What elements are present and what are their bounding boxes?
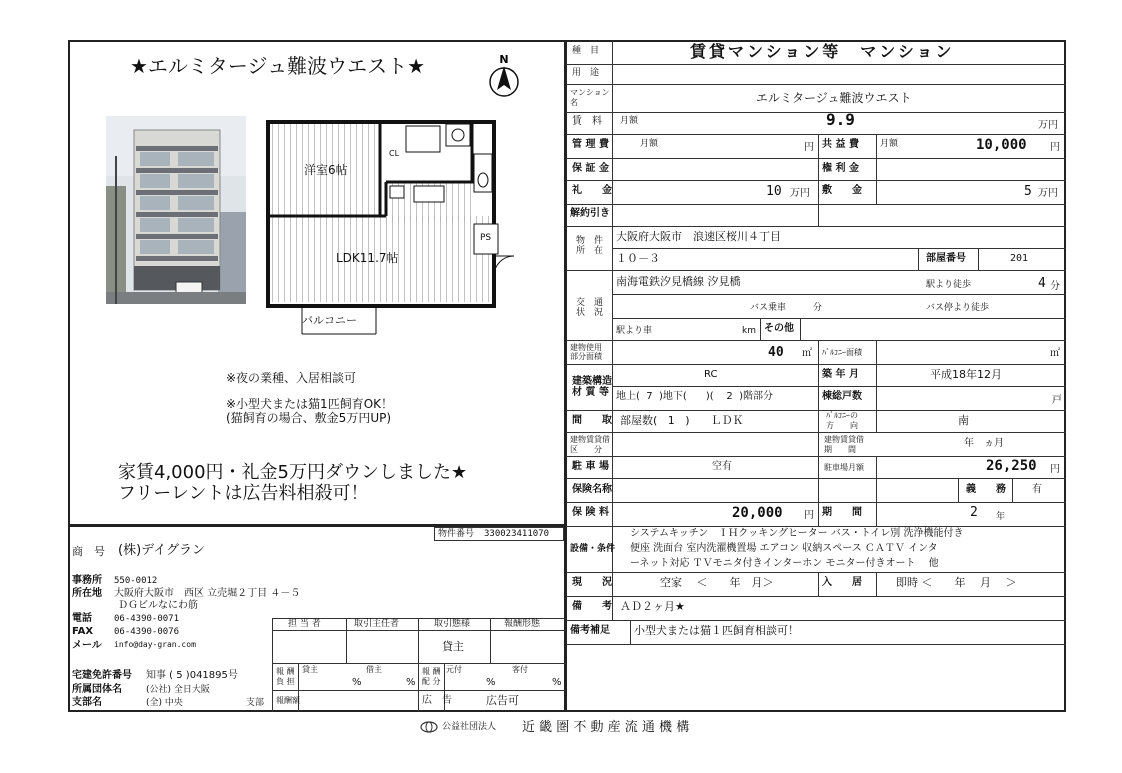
reikin-amount: 10 (766, 184, 782, 199)
rent-unit: 万円 (1038, 120, 1058, 131)
location-address: 大阪府大阪市 浪速区桜川４丁目 (616, 230, 781, 243)
cancellation-label: 解約引き (570, 208, 610, 219)
ad-label: 広 告 (422, 695, 452, 706)
walk-minutes-unit: 分 (1050, 281, 1060, 292)
ad-value: 広告可 (486, 694, 519, 707)
parking-availability: 空有 (712, 461, 732, 472)
fee-burden-percent-2: % (406, 677, 416, 688)
equipment-line-2: 便座 洗面台 室内洗濯機置場 エアコン 収納スペース ＣＡＴＶ インタ (630, 543, 938, 554)
shikikin-label: 敷 金 (822, 185, 862, 196)
tel-number: 06-4390-0071 (114, 614, 180, 624)
key-money-label: 権 利 金 (822, 163, 859, 174)
car-km-unit: km (742, 326, 756, 336)
move-in: 即時 ＜ 年 月 ＞ (896, 576, 1017, 589)
postal-code: 550-0012 (114, 576, 158, 586)
org-name: (公社) 全日大阪 (146, 685, 210, 695)
address-line-2: ＤＧビルなにわ筋 (118, 600, 198, 611)
email-label: メール (72, 640, 102, 651)
security-deposit-label: 保 証 金 (572, 163, 609, 174)
balcony-direction: 南 (958, 414, 969, 427)
car-from-station-label: 駅より車 (616, 326, 653, 336)
total-units-unit: 戸 (1052, 395, 1062, 406)
insurance-fee: 20,000 (732, 505, 783, 521)
layout-label: 間 取 (572, 415, 612, 426)
footer-org-type: 公益社団法人 (442, 722, 497, 732)
equipment-label: 設備・条件 (570, 544, 616, 554)
floor-area-label: 建物使用 部分面積 (570, 343, 602, 361)
balcony-direction-label: ﾊﾞﾙｺﾆｰの 方 向 (826, 411, 858, 430)
insurance-period-label: 期 間 (822, 507, 862, 518)
th-mode: 取引態様 (434, 619, 471, 629)
room-ldk-label: LDK11.7帖 (336, 251, 399, 265)
insurance-name-label: 保険名称 (572, 484, 612, 495)
rent-monthly-label: 月額 (620, 116, 639, 126)
branch-name: (全) 中央 (146, 698, 183, 708)
shikikin-amount: 5 (1024, 184, 1032, 199)
balcony-label: バルコニー (302, 314, 357, 327)
room-number-label: 部屋番号 (926, 253, 966, 264)
property-number-label: 物件番号 (438, 529, 475, 539)
obligation-value: 有 (1032, 484, 1042, 495)
floor-area: 40 (768, 345, 784, 360)
note-pets: ※小型犬または猫1匹飼育OK！ (226, 397, 394, 411)
insurance-fee-yen: 円 (804, 510, 814, 521)
building-photo (106, 116, 246, 304)
remarks-supplement: 小型犬または猫１匹飼育相談可！ (634, 624, 799, 637)
room-western-label: 洋室6帖 (304, 163, 348, 177)
fax-number: 06-4390-0076 (114, 627, 180, 637)
use-label: 用 途 (572, 68, 600, 78)
fee-dist-client: 客付 (512, 665, 528, 674)
fee-burden-label: 報 酬 負 担 (276, 667, 295, 686)
built-date: 平成18年12月 (930, 368, 1002, 381)
location-block: １０－３ (616, 252, 660, 265)
closet-label: CL (389, 149, 400, 158)
total-units-label: 棟総戸数 (822, 391, 862, 402)
remarks-label: 備 考 (572, 601, 612, 612)
fee-dist-percent-2: % (552, 677, 562, 688)
remarks-supplement-label: 備考補足 (570, 625, 610, 636)
footer-org-name: 近 畿 圏 不 動 産 流 通 機 構 (522, 720, 690, 735)
layout: 部屋数( 1 ) ＬＤＫ (620, 414, 744, 427)
other-label: その他 (764, 323, 794, 334)
building-name: エルミタージュ難波ウエスト (756, 91, 912, 105)
location-label: 物 件 所 在 (576, 236, 604, 256)
built-date-label: 築 年 月 (822, 369, 859, 380)
room-number: 201 (1010, 253, 1029, 264)
parking-fee-label: 駐車場月額 (824, 463, 864, 472)
structure-material: RC (704, 369, 718, 380)
common-fee-amount: 10,000 (976, 137, 1027, 153)
management-monthly-label: 月額 (640, 139, 659, 149)
insurance-period: 2 (970, 505, 978, 520)
walk-minutes: 4 (1038, 276, 1046, 291)
reikin-unit: 万円 (790, 188, 810, 199)
lease-type-label: 建物賃貸借 区 分 (570, 435, 610, 454)
note-cat-deposit: (猫飼育の場合、敷金5万円UP) (226, 411, 392, 425)
promo-line-1: 家賃4,000円・礼金5万円ダウンしました★ (118, 462, 468, 483)
building-name-label: マンション名 (570, 88, 610, 107)
org-label: 所属団体名 (72, 684, 122, 695)
rent-amount: 9.9 (826, 110, 855, 129)
property-type: 賃貸マンション等 マンション (690, 42, 955, 61)
balcony-area-unit: ㎡ (1050, 348, 1060, 359)
lease-term-label: 建物賃貸借 期 間 (824, 435, 864, 454)
th-agent: 担 当 者 (288, 619, 321, 629)
current-status: 空家 ＜ 年 月＞ (660, 576, 774, 589)
fee-burden-lessor: 貸主 (302, 665, 318, 674)
insurance-period-unit: 年 (996, 512, 1006, 522)
fee-amount-label: 報酬額 (276, 696, 300, 705)
status-label: 現 況 (572, 577, 612, 588)
ps-label: PS (480, 233, 492, 243)
shikikin-unit: 万円 (1038, 188, 1058, 199)
parking-fee: 26,250 (986, 458, 1037, 474)
trade-name: (株)デイグラン (118, 543, 205, 558)
license-label: 宅建免許番号 (72, 670, 132, 681)
management-fee-label: 管 理 費 (572, 139, 609, 150)
reikin-label: 礼 金 (572, 185, 612, 196)
bus-ride: バス乗車 分 (750, 303, 823, 313)
move-in-label: 入 居 (822, 577, 862, 588)
equipment-line-1: システムキッチン ＩＨクッキングヒーター バス・トイレ別 洗浄機能付き (630, 528, 964, 539)
fax-label: FAX (72, 626, 94, 637)
branch-suffix: 支部 (246, 698, 265, 708)
email-address[interactable]: info@day-gran.com (114, 640, 196, 649)
transaction-mode: 貸主 (442, 640, 464, 653)
transport-label: 交 通 状 況 (576, 298, 604, 318)
organization-logo-icon (420, 720, 438, 734)
management-yen: 円 (804, 142, 814, 153)
parking-label: 駐 車 場 (572, 461, 609, 472)
common-fee-label: 共 益 費 (822, 139, 859, 150)
tel-label: 電話 (72, 613, 92, 624)
lease-term: 年 ヵ月 (964, 438, 1004, 449)
common-monthly-label: 月額 (880, 139, 899, 149)
fee-dist-label: 報 酬 配 分 (422, 667, 441, 686)
address-label: 所在地 (72, 588, 102, 599)
balcony-area-label: ﾊﾞﾙｺﾆｰ面積 (822, 348, 862, 357)
promo-line-2: フリーレントは広告料相殺可！ (118, 483, 369, 504)
fee-burden-lessee: 借主 (366, 665, 382, 674)
office-label: 事務所 (72, 575, 102, 586)
walk-from-bus-label: バス停より徒歩 (926, 303, 990, 313)
equipment-line-3: ーネット対応 ＴＶモニタ付きインターホン モニター付きオート 他 (630, 558, 939, 569)
type-label: 種 目 (572, 46, 600, 56)
property-title: ★エルミタージュ難波ウエスト★ (130, 54, 426, 78)
trade-name-label: 商 号 (72, 545, 105, 558)
structure-label: 建築構造 材 質 等 (572, 376, 612, 398)
floor-area-unit: ㎡ (802, 348, 812, 359)
fee-burden-percent-1: % (352, 677, 362, 688)
north-arrow-icon (486, 52, 522, 98)
branch-label: 支部名 (72, 697, 102, 708)
note-night-business: ※夜の業種、入居相談可 (226, 371, 357, 385)
train-line: 南海電鉄汐見橋線 汐見橋 (616, 275, 741, 288)
th-fee-type: 報酬形態 (504, 619, 541, 629)
rent-label: 賃 料 (572, 116, 602, 127)
th-chief: 取引主任者 (354, 619, 400, 629)
insurance-fee-label: 保 険 料 (572, 507, 609, 518)
parking-fee-yen: 円 (1050, 464, 1060, 475)
fee-dist-percent-1: % (486, 677, 496, 688)
fee-dist-origin: 元付 (446, 665, 462, 674)
property-number: 330023411070 (484, 529, 550, 539)
walk-from-station-label: 駅より徒歩 (926, 280, 972, 290)
license-number: 知事 ( 5 )041895号 (146, 670, 238, 681)
obligation-label: 義 務 (966, 484, 1006, 495)
common-fee-yen: 円 (1050, 142, 1060, 153)
svg-text:N: N (499, 53, 509, 66)
address-line-1: 大阪府大阪市 西区 立売堀２丁目 ４－５ (114, 588, 301, 599)
floors: 地上( 7 )地下( )( 2 )階部分 (616, 391, 773, 402)
remarks: ＡＤ２ヶ月★ (620, 600, 685, 613)
